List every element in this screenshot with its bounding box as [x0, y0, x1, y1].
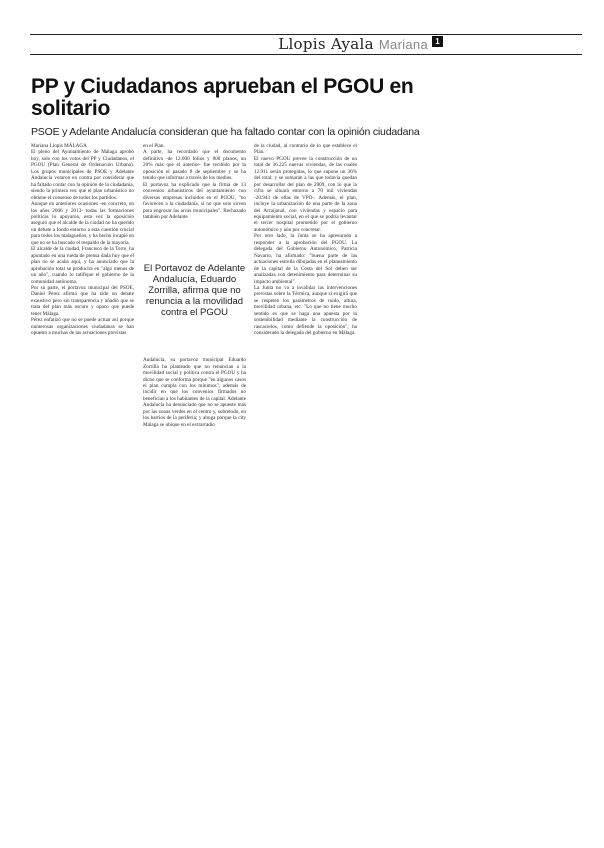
paragraph: Por su parte, el portavoz municipal del PSOE, Daniel Pérez afirmó que ha sido un debate exaustivo pero sin transparencia y añadió que se trata del plan más oscuro y opaco que puede tener Málaga.	[31, 284, 134, 317]
paragraph: de la ciudad, al contrario de lo que establece el Plan.	[254, 143, 357, 156]
header-bottom-rule	[30, 54, 582, 55]
dateline: Mariana Llopis MÁLAGA	[31, 143, 87, 149]
pull-quote: El Portavoz de Adelante Andalucía, Eduardo Zorrilla, afirma que no renuncia a la movilidad contra el PGOU	[143, 263, 246, 318]
paragraph: Andalucía, su portavoz municipal Eduardo Zorrilla ha planteado que no renuncian a la movilidad social y política contra el PGOU y ha dicho que se conforma porque "en algunos casos el plan cumpla con los mínimos", además de incidir en que los convenios firmados no benefician a los habitantes de la capital. Adelante Andalucía ha denunciado que no se apueste más por las zonas verdes en el centro y, sobretodo, en los barrios de la periferia; y aboga porque la city Málaga se ubique en el extrarradio	[143, 357, 246, 428]
article-headline: PP y Ciudadanos aprueban el PGOU en solitario	[31, 75, 414, 120]
author-given-name: Mariana	[378, 37, 428, 52]
paragraph: Pérez enfatizó que no se puede actuar así porque numerosas organizaciones ciudadanas se han opuesto a muchas de las actuaciones previstas	[31, 317, 134, 337]
paragraph: Por otro lado, la Junta se ha apresurado a responder a la aprobación del PGOU. La delegada del Gobierno Autonómico, Patricia Navarro, ha afirmado: "buena parte de las actuaciones estrella dibujadas en el planeamiento de la capital de la Costa del Sol deben ser analizadas con detenimiento para determinar su impacto ambiental".	[254, 233, 357, 285]
paragraph: Aunque en anteriores ocasiones -en concreto, en los años 2006 y 2013- todas las formaciones políticas lo apoyaron, esta vez la oposición aseguró que el alcalde de la ciudad no ha querido un debate a fondo entorno a esta cuestión crucial para todos los malagueños, y ha hecho incapié en que no se ha buscado el respaldo de la mayoría.	[31, 201, 134, 246]
article-column-3	[254, 143, 357, 337]
article-subhead: PSOE y Adelante Andalucía consideran que ha faltado contar con la opinión ciudadana	[31, 126, 420, 138]
paragraph: El alcalde de la ciudad, Francisco de la Torre, ha apuntado en una rueda de prensa dada hoy que el plan no se acaba aquí, y ha anunciado que la aprobación total se producirá en "algo menos de un año", cuando lo ratifique el gobierno de la comunidad autónoma.	[31, 246, 134, 285]
author-byline	[278, 35, 428, 53]
article-column-2-continued	[143, 352, 246, 433]
page-number-badge: 1	[432, 36, 443, 47]
author-surname: Llopis Ayala	[278, 35, 374, 53]
paragraph: en el Plan.	[143, 143, 165, 149]
paragraph: El nuevo PGOU prevee la construcción de un total de 36.225 nuevas viviendas, de las cuales 12.911 serán protegidas, lo que supone un 36% del total; y se sumarán a las que todavía quedan por desarrollar del plan de 2009, con lo que la cifra se situará entorno a 70 mil viviendas -20.943 de ellas de VPO-. Además, el plan, incluye la urbanización de una parte de la zona del Arraijanal, con viviendas y espacio para equipamiento social, en el que se podría levantar el tercer hospital prometido por el gobierno autonómico y aún por concretar.	[254, 155, 357, 233]
article-column-1	[31, 143, 134, 337]
paragraph: La Junta no va a invalidar las intervenciones previstas sobre la Térmica, aunque sí exigirá que se respeten los parámetros de ruido, altura, movilidad urbana, etc. "Lo que no tiene mucho sentido es que se haga una apuesta por la sostenibilidad mediante la construcción de rascacielos, como defiende la oposición", ha considerado la delegada del gobierno en Málaga.	[254, 284, 357, 337]
paragraph: A parte, ha recordado que el documento definitivo -de 12.000 folios y 800 planos, un 20% más que el anterior- fue recibido por la oposición el pasado 8 de septiembre y se ha tenido que informar a través de los medios.	[143, 149, 246, 182]
paragraph: El pleno del Ayuntamiento de Málaga aprobó hoy, solo con los votos del PP y Ciudadanos, el PGOU (Plan General de Ordenación Urbana). Los grupos municipales de PSOE y Adelante Andalucía votaron en contra por considerar que ha faltado contar con la opinión de la ciudadanía, siendo la primera vez que el plan urbanístico no obtiene el consenso de todos los partidos.	[31, 149, 134, 201]
article-column-2	[143, 143, 246, 220]
paragraph: El portavoz ha explicado que la firma de 13 convenios urbanísticos del ayuntamiento con diversas empresas incluidos en el PGOU, "no favorecen a la ciudadanía, si no que solo sirven para engrosar las arcas municipales". Rechazado también por Adelante	[143, 181, 246, 220]
